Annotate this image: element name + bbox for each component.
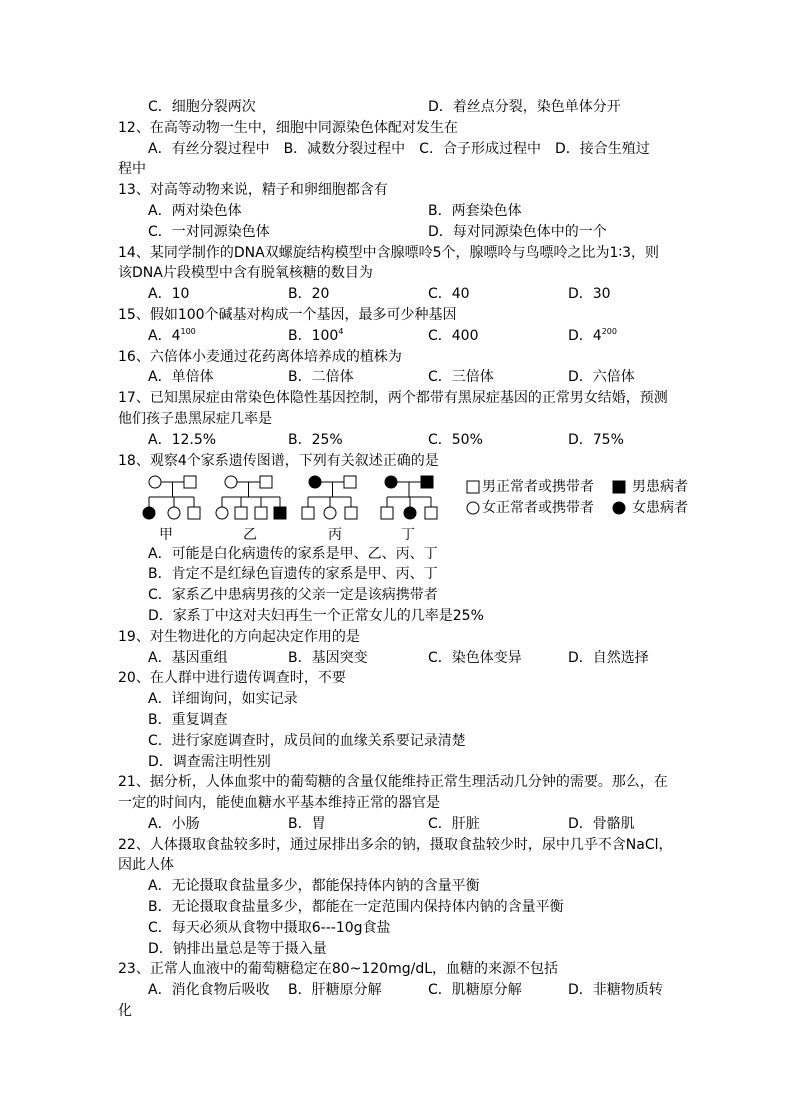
option: D．75% [568,431,624,448]
option-row [118,284,678,305]
child-male-normal [345,507,357,519]
option-row [118,606,678,627]
child-female-affected [143,507,155,519]
child-female-normal [324,507,336,519]
option-row [118,731,678,752]
family-label: 丙 [328,527,342,544]
option: A．10 [148,286,190,303]
question-text [118,347,678,368]
parent-female-affected [385,476,397,488]
option: B．25% [288,431,343,448]
option: C．一对同源染色体 [148,223,270,240]
option-row [118,980,678,1001]
option: B．基因突变 [288,649,368,666]
child-male-normal [425,507,437,519]
option: C．细胞分裂两次 [148,99,256,115]
option-row [118,710,678,731]
legend-male-normal: 男正常者或携带者 [482,479,594,496]
option-row [118,367,678,388]
parent-female-normal [225,476,237,488]
question-stem: 他们孩子患黑尿症几率是 [118,410,272,427]
option-row [118,97,678,118]
question-text [118,451,678,472]
option-row [118,201,678,222]
question-text [118,243,678,264]
question-stem: 因此人体 [118,857,174,874]
option-row [118,918,678,939]
option-row [118,430,678,451]
option-row [118,139,678,160]
option-row [118,876,678,897]
child-male-normal [381,507,393,519]
child-female-affected [404,507,416,519]
option [288,326,343,347]
question-text [118,159,678,180]
legend-female-affected-icon [613,502,625,514]
parent-male-normal [260,476,272,488]
option-base: D．4 [568,327,602,344]
option: D．非糖物质转 [568,982,663,999]
question-stem: 该DNA片段模型中含有脱氧核糖的数目为 [118,265,373,282]
option: A．消化食物后吸收 [148,982,270,999]
child-male-normal [235,507,247,519]
option: A．两对染色体 [148,202,242,219]
option: D．自然选择 [568,649,649,666]
legend-female-normal-icon [467,502,479,514]
question-stem: 18、观察4个家系遗传图谱，下列有关叙述正确的是 [118,452,439,469]
question-text [118,409,678,430]
option-row [118,689,678,710]
option: C．肌糖原分解 [428,982,522,999]
question-stem: 21、据分析，人体血浆中的葡萄糖的含量仅能维持正常生理活动几分钟的需要。那么，在 [118,774,668,791]
legend-female-affected: 女患病者 [632,500,688,517]
question-text [118,772,678,793]
child-male-affected [274,507,286,519]
option-exponent: 100 [180,326,196,336]
option: D．着丝点分裂，染色单体分开 [428,99,621,115]
option: B．20 [288,286,330,303]
option-row [118,326,678,347]
option: B．无论摄取食盐量多少，都能在一定范围内保持体内钠的含量平衡 [148,899,564,916]
option: D．钠排出量总是等于摄入量 [148,940,327,957]
option-row [118,585,678,606]
option: C．进行家庭调查时，成员间的血缘关系要记录清楚 [148,732,466,749]
question-stem: 程中 [118,161,146,178]
question-stem: 22、人体摄取食盐较多时，通过尿排出多余的钠，摄取食盐较少时，尿中几乎不含NaCl， [118,836,673,853]
family-label: 乙 [243,527,257,544]
question-stem: 20、在人群中进行遗传调查时，不要 [118,670,346,687]
option: D．调查需注明性别 [148,753,271,770]
option: B．二倍体 [288,369,354,386]
option-row [118,648,678,669]
option [568,326,617,347]
question-text [118,959,678,980]
legend-male-normal-icon [467,481,479,493]
option [148,326,196,347]
option-base: B．100 [288,327,339,344]
option: D．骨骼肌 [568,815,635,832]
pedigree-chart [0,471,790,546]
option: C．三倍体 [428,369,494,386]
parent-male-normal [344,476,356,488]
parent-male-affected [421,476,433,488]
option-row [118,939,678,960]
option: B．重复调查 [148,711,228,728]
option: A．小肠 [148,815,200,832]
exam-document [118,97,688,1022]
question-text [118,1001,678,1022]
option: B．胃 [288,815,326,832]
question-text [118,263,678,284]
legend-male-affected-icon [613,481,625,493]
parent-female-affected [309,476,321,488]
option: C．50% [428,431,483,448]
option-row [118,897,678,918]
question-stem: 12、在高等动物一生中，细胞中同源染色体配对发生在 [118,119,458,136]
option: A．基因重组 [148,649,228,666]
parent-male-normal [184,476,196,488]
question-text [118,793,678,814]
question-stem: 19、对生物进化的方向起决定作用的是 [118,628,360,645]
option-exponent: 200 [601,326,617,336]
option: C．肝脏 [428,815,480,832]
question-stem: 一定的时间内，能使血糖水平基本维持正常的器官是 [118,795,440,812]
option: A．有丝分裂过程中 B．减数分裂过程中 C．合子形成过程中 D．接合生殖过 [148,140,650,157]
pedigree-figure [118,471,688,544]
option: D．六倍体 [568,369,635,386]
option: A．详细询问，如实记录 [148,691,298,708]
question-stem: 14、某同学制作的DNA双螺旋结构模型中含腺嘌呤5个，腺嘌呤与鸟嘌呤之比为1∶3，则 [118,244,660,261]
question-text [118,855,678,876]
option: A．12.5% [148,431,217,448]
family-label: 甲 [159,527,173,544]
option-base: C．400 [428,327,479,344]
legend-male-affected: 男患病者 [632,479,688,496]
option: D．30 [568,286,611,303]
option-row [118,752,678,773]
option-row [118,222,678,243]
question-text [118,388,678,409]
option: A．单倍体 [148,369,214,386]
option: D．每对同源染色体中的一个 [428,223,607,240]
question-text [118,835,678,856]
child-male-normal [302,507,314,519]
option: B．肝糖原分解 [288,982,382,999]
question-text [118,668,678,689]
question-stem: 16、六倍体小麦通过花药离体培养成的植株为 [118,348,402,365]
option: C．染色体变异 [428,649,522,666]
option: B．肯定不是红绿色盲遗传的家系是甲、丙、丁 [148,566,438,583]
option: B．两套染色体 [428,202,522,219]
option-row [118,814,678,835]
option: D．家系丁中这对夫妇再生一个正常女儿的几率是25% [148,607,484,624]
family-label: 丁 [401,527,415,544]
child-female-normal [168,507,180,519]
option: C．每天必须从食物中摄取6---10g食盐 [148,919,391,936]
option: C．40 [428,286,470,303]
question-stem: 15、假如100个碱基对构成一个基因，最多可少种基因 [118,306,457,323]
question-text [118,305,678,326]
question-text [118,118,678,139]
option-base: A．4 [148,327,181,344]
option-exponent: 4 [338,326,344,336]
option: A．无论摄取食盐量多少，都能保持体内钠的含量平衡 [148,878,480,895]
question-stem: 23、正常人血液中的葡萄糖稳定在80~120mg/dL，血糖的来源不包括 [118,961,559,978]
parent-female-normal [149,476,161,488]
option [428,326,479,347]
option-row [118,564,678,585]
option: C．家系乙中患病男孩的父亲一定是该病携带者 [148,587,438,604]
question-stem: 化 [118,1003,132,1020]
question-text [118,180,678,201]
question-stem: 17、已知黑尿症由常染色体隐性基因控制，两个都带有黑尿症基因的正常男女结婚，预测 [118,390,668,407]
child-male-normal [188,507,200,519]
question-stem: 13、对高等动物来说，精子和卵细胞都含有 [118,182,388,199]
legend-female-normal: 女正常者或携带者 [482,500,594,517]
child-female-normal [216,507,228,519]
option-row [118,544,678,565]
child-male-normal [255,507,267,519]
question-text [118,627,678,648]
option: A．可能是白化病遗传的家系是甲、乙、丙、丁 [148,545,438,562]
